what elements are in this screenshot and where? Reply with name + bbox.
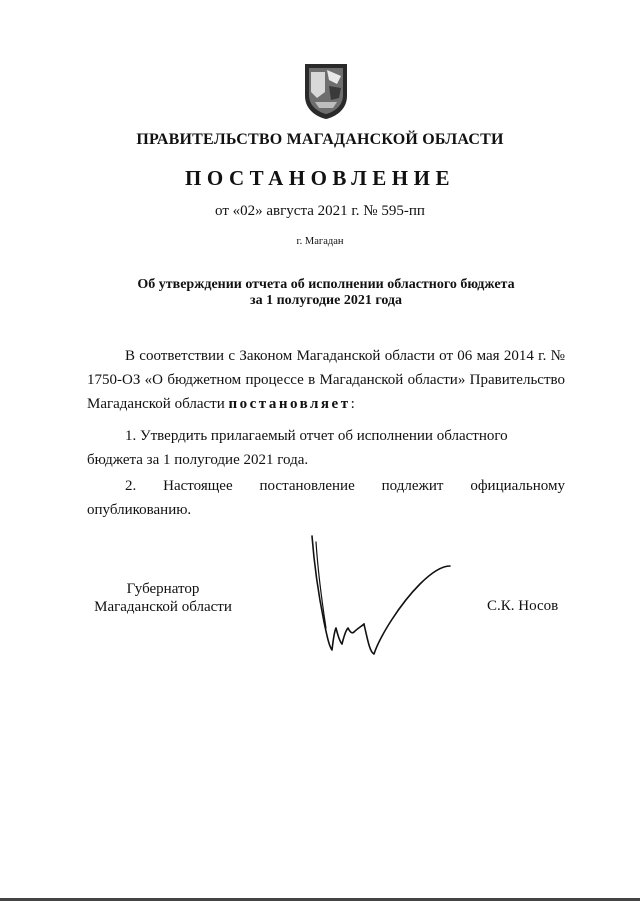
coat-of-arms-icon [303, 62, 349, 120]
item-2-line-1: 2. Настоящее постановление подлежит официальному [125, 478, 565, 494]
document-date-number: от «02» августа 2021 г. № 595-пп [215, 203, 425, 219]
item-1-paragraph: 1. Утвердить прилагаемый отчет об исполнении областного бюджета за 1 полугодие 2021 года. [87, 428, 508, 468]
item-2-line-2: опубликованию. [87, 502, 192, 518]
signer-position-line-1: Губернатор [126, 581, 200, 597]
signer-position-line-2: Магаданской области [94, 599, 232, 615]
scan-bottom-edge [0, 898, 640, 901]
document-city: г. Магадан [296, 236, 344, 247]
title-line-1: Об утверждении отчета об исполнении областного бюджета [137, 277, 515, 292]
decree-colon: : [350, 396, 355, 412]
document-title [100, 277, 552, 309]
signer-position [88, 580, 238, 616]
title-line-2: за 1 полугодие 2021 года [249, 293, 403, 308]
document-type: ПОСТАНОВЛЕНИЕ [185, 166, 455, 190]
handwritten-signature [300, 532, 460, 660]
item-2-paragraph [87, 474, 565, 522]
preamble-paragraph [87, 344, 565, 416]
signer-name: С.К. Носов [487, 598, 559, 614]
decree-word: постановляет [228, 396, 351, 412]
organization-name: ПРАВИТЕЛЬСТВО МАГАДАНСКОЙ ОБЛАСТИ [136, 131, 504, 148]
preamble-text: В соответствии с Законом Магаданской области от 06 мая 2014 г. № 1750-ОЗ «О бюджетном процессе в Магаданской области» Правительство Магаданской области [87, 348, 565, 412]
